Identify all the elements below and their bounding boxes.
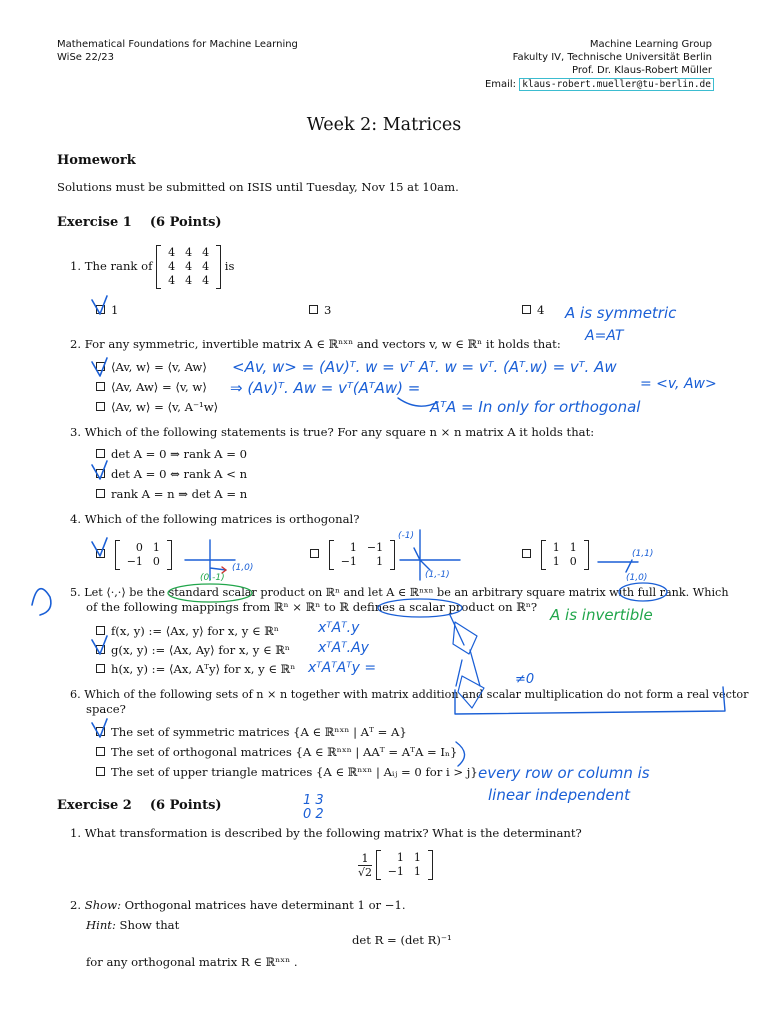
group-name: Machine Learning Group (589, 39, 712, 50)
q6-option-a[interactable]: The set of symmetric matrices {A ∈ ℝⁿˣⁿ | Aᵀ = A} (96, 725, 407, 740)
axis-sketch-icon (598, 560, 638, 572)
matrix-cell: 4 (185, 260, 193, 273)
checkbox[interactable] (309, 305, 318, 314)
ex2-q2-tail: for any orthogonal matrix R ∈ ℝⁿˣⁿ . (86, 955, 298, 969)
ex2-q2-hint (86, 918, 179, 933)
q4-option-a[interactable] (96, 540, 172, 570)
q6-option-b[interactable]: The set of orthogonal matrices {A ∈ ℝⁿˣⁿ | AAᵀ = AᵀA = Iₙ} (96, 745, 457, 760)
q5-option-h[interactable]: h(x, y) := ⟨Ax, Aᵀy⟩ for x, y ∈ ℝⁿ (96, 662, 295, 677)
q5-option-g[interactable]: g(x, y) := ⟨Ax, Ay⟩ for x, y ∈ ℝⁿ (96, 643, 290, 658)
q3-option-b[interactable]: det A = 0 ⇔ rank A < n (96, 467, 247, 482)
note-orthogonal: AᵀA = In only for orthogonal (430, 398, 641, 416)
q6-line1: 6. Which of the following sets of n × n together with matrix addition and scalar multiplication do not form a real vector (70, 688, 749, 701)
ex2-q1-matrix-expr (358, 850, 433, 880)
q6-option-c[interactable]: The set of upper triangle matrices {A ∈ ℝⁿˣⁿ | Aᵢⱼ = 0 for i > j} (96, 765, 478, 780)
note-neq-zero: ≠0 (515, 672, 535, 687)
matrix-cell: 4 (168, 246, 176, 259)
checkbox[interactable] (522, 305, 531, 314)
note-h: xᵀAᵀAᵀy = (308, 660, 377, 676)
note-symmetric: A is symmetric (565, 304, 677, 322)
exercise1-heading: Exercise 1 (6 Points) (57, 215, 222, 230)
matrix-cell: 4 (185, 246, 193, 259)
matrix-cell: 4 (168, 260, 176, 273)
note-linear-independent: linear independent (488, 786, 631, 804)
checkbox[interactable] (96, 305, 105, 314)
note-vec: (1,0) (626, 573, 648, 583)
faculty: Fakulty IV, Technische Universität Berlin (512, 52, 712, 63)
ex2-q1-text: 1. What transformation is described by the following matrix? What is the determinant? (70, 826, 582, 840)
semester: WiSe 22/23 (57, 52, 114, 63)
fraction-denominator: √2 (358, 865, 373, 879)
course-name: Mathematical Foundations for Machine Learning (57, 39, 298, 50)
ex2-q2-show: 2. Show: Orthogonal matrices have determinant 1 or −1. (70, 898, 406, 912)
page-title: Week 2: Matrices (306, 115, 462, 135)
q5-line2: of the following mappings from ℝⁿ × ℝⁿ to ℝ defines a scalar product on ℝⁿ? (86, 600, 538, 614)
checkbox[interactable] (310, 549, 319, 558)
matrix-cell: 4 (185, 274, 193, 287)
ex2-matrix: 1 1 −1 1 (376, 850, 433, 880)
checkbox[interactable] (96, 469, 105, 478)
checkbox[interactable] (96, 362, 105, 371)
note-invertible: A is invertible (550, 606, 653, 624)
q2-text: 2. For any symmetric, invertible matrix A ∈ ℝⁿˣⁿ and vectors v, w ∈ ℝⁿ it holds that: (70, 337, 561, 351)
checkbox[interactable] (96, 402, 105, 411)
star-doodle-icon (453, 622, 477, 654)
q4-text: 4. Which of the following matrices is orthogonal? (70, 512, 360, 526)
q6-line2: space? (86, 702, 126, 716)
email-line (485, 78, 714, 91)
hint-text: Show that (119, 918, 180, 932)
note-derivation-2: = <v, Aw> (640, 376, 717, 392)
homework-heading: Homework (57, 153, 136, 168)
checkbox[interactable] (96, 449, 105, 458)
fraction-numerator: 1 (358, 852, 372, 866)
note-every-row: every row or column is (478, 764, 650, 782)
q2-option-a[interactable]: ⟨Av, w⟩ = ⟨v, Aw⟩ (96, 360, 207, 375)
checkbox[interactable] (96, 489, 105, 498)
q1-suffix: is (224, 259, 235, 273)
homework-note: Solutions must be submitted on ISIS until Tuesday, Nov 15 at 10am. (57, 180, 459, 194)
q5-line1: 5. Let ⟨·,·⟩ be the standard scalar product on ℝⁿ and let A ∈ ℝⁿˣⁿ be an arbitrary square matrix with full rank. Which (70, 586, 729, 599)
q1-prefix: 1. The rank of (70, 259, 153, 273)
q3-text: 3. Which of the following statements is true? For any square n × n matrix A it holds that: (70, 425, 595, 439)
note-vec: (1,1) (632, 549, 654, 559)
note-f: xᵀAᵀ.y (318, 620, 360, 636)
axis-sketch-icon (400, 530, 460, 580)
q3-option-c[interactable]: rank A = n ⇒ det A = n (96, 487, 247, 502)
checkbox[interactable] (96, 382, 105, 391)
professor: Prof. Dr. Klaus-Robert Müller (572, 65, 712, 76)
note-a-eq-at: A=AT (585, 328, 624, 344)
note-vec: (0,-1) (200, 573, 225, 583)
q2-option-c[interactable]: ⟨Av, w⟩ = ⟨v, A⁻¹w⟩ (96, 400, 218, 415)
q4-matrix-b: 1 −1 −1 1 (329, 540, 395, 570)
email-link[interactable]: klaus-robert.mueller@tu-berlin.de (519, 78, 714, 91)
note-vec: (-1) (398, 531, 414, 541)
note-derivation-3: ⇒ (Av)ᵀ. Aw = vᵀ(AᵀAw) = (230, 379, 421, 397)
note-g: xᵀAᵀ.Ay (318, 640, 369, 656)
q2-option-b[interactable]: ⟨Av, Aw⟩ = ⟨v, w⟩ (96, 380, 207, 395)
matrix-cell: 4 (168, 274, 176, 287)
hint-label: Hint: (86, 918, 116, 932)
matrix-cell: 4 (202, 246, 210, 259)
note-derivation-1: <Av, w> = (Av)ᵀ. w = vᵀ Aᵀ. w = vᵀ. (Aᵀ.w) = vᵀ. Aw (232, 358, 617, 376)
email-label: Email: (484, 79, 517, 90)
matrix-cell: 4 (202, 274, 210, 287)
q1-matrix (156, 245, 221, 289)
show-label: Show: (84, 898, 121, 912)
note-matrix-row1: 1 3 (303, 793, 324, 808)
checkbox[interactable] (96, 664, 105, 673)
checkbox[interactable] (96, 747, 105, 756)
q4-matrix-c: 1 1 1 0 (541, 540, 589, 570)
note-matrix-row2: 0 2 (303, 807, 324, 822)
checkbox[interactable] (96, 549, 105, 558)
q1-option-3[interactable]: 3 (309, 303, 331, 318)
q4-option-b[interactable] (310, 540, 395, 570)
axis-sketch-icon (185, 540, 235, 580)
note-vec: (1,0) (232, 563, 254, 573)
matrix-cell: 4 (202, 260, 210, 273)
checkbox[interactable] (522, 549, 531, 558)
q1 (70, 245, 234, 289)
note-vec: (1,-1) (425, 570, 450, 580)
q4-option-c[interactable] (522, 540, 589, 570)
q4-matrix-a: 0 1 −1 0 (115, 540, 172, 570)
ex2-q2-equation: det R = (det R)⁻¹ (352, 933, 452, 947)
checkbox[interactable] (96, 645, 105, 654)
q1-option-1[interactable]: 1 (96, 303, 118, 318)
show-text: Orthogonal matrices have determinant 1 or −1. (124, 898, 406, 912)
exercise2-heading: Exercise 2 (6 Points) (57, 798, 222, 813)
question-mark-icon (32, 589, 51, 615)
q1-option-4[interactable]: 4 (522, 303, 544, 318)
q3-option-a[interactable]: det A = 0 ⇒ rank A = 0 (96, 447, 247, 462)
checkbox[interactable] (96, 727, 105, 736)
q5-option-f[interactable]: f(x, y) := ⟨Ax, y⟩ for x, y ∈ ℝⁿ (96, 624, 279, 639)
checkbox[interactable] (96, 626, 105, 635)
checkbox[interactable] (96, 767, 105, 776)
fraction (358, 852, 372, 879)
